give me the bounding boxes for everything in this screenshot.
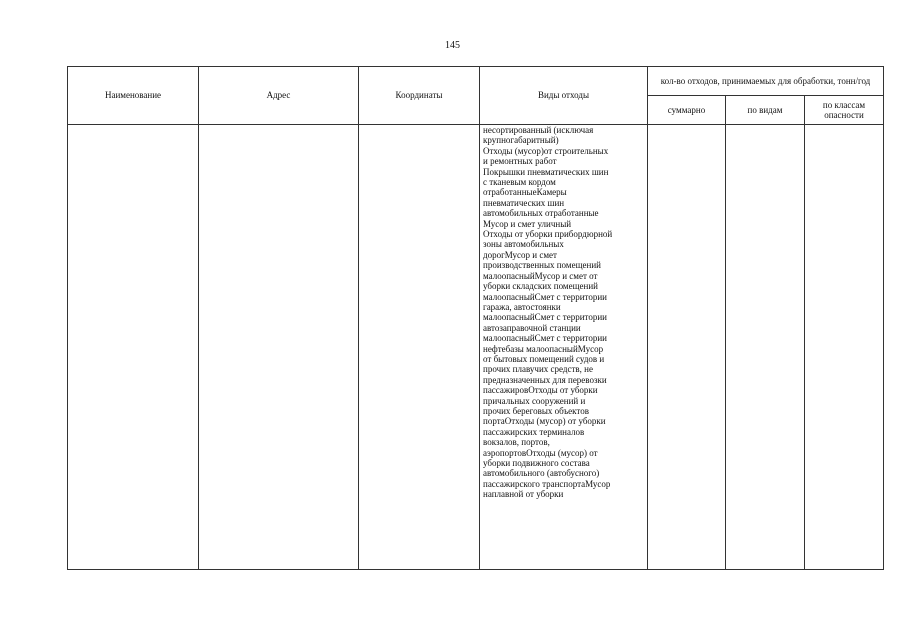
waste-type-line: производственных помещений (483, 260, 601, 271)
waste-type-line: малоопасныйСмет с территории (483, 333, 607, 344)
cell-address (199, 125, 359, 570)
header-total: суммарно (648, 96, 726, 125)
cell-name (68, 125, 199, 570)
waste-type-line: предназначенных для перевозки (483, 374, 607, 385)
waste-type-line: крупногабаритный) (483, 135, 559, 146)
cell-by-hazard-class (805, 125, 884, 570)
waste-type-line: Покрышки пневматических шин (483, 166, 609, 177)
waste-facilities-table (67, 66, 884, 570)
waste-type-line: и ремонтных работ (483, 156, 557, 167)
waste-type-line: нефтебазы малоопасныйМусор (483, 343, 604, 354)
cell-coordinates (359, 125, 480, 570)
header-address: Адрес (199, 67, 359, 125)
header-name: Наименование (68, 67, 199, 125)
waste-type-line: отработанныеКамеры (483, 187, 567, 198)
waste-type-line: с тканевым кордом (483, 177, 556, 188)
page-number: 145 (445, 40, 460, 51)
cell-by-type (726, 125, 805, 570)
waste-type-line: дорогМусор и смет (483, 249, 557, 260)
waste-type-line: портаОтходы (мусор) от уборки (483, 416, 606, 427)
waste-type-line: малоопасныйМусор и смет от (483, 270, 598, 281)
waste-type-line: пассажирских терминалов (483, 426, 585, 437)
cell-waste-types (480, 125, 648, 570)
header-by-type: по видам (726, 96, 805, 125)
waste-type-line: Отходы от уборки прибордюрной (483, 229, 613, 240)
waste-type-line: пассажировОтходы от уборки (483, 385, 598, 396)
waste-type-line: уборки подвижного состава (483, 458, 590, 468)
waste-type-line: прочих плавучих средств, не (483, 364, 593, 375)
waste-type-line: пассажирского транспортаМусор (483, 478, 611, 489)
header-waste-types: Виды отходы (480, 67, 648, 125)
waste-type-line: малоопасныйСмет с территории (483, 291, 607, 302)
waste-types-list (483, 125, 645, 500)
waste-type-line: уборки складских помещений (483, 281, 598, 292)
waste-type-line: Мусор и смет уличный (483, 218, 572, 229)
waste-type-line: аэропортовОтходы (мусор) от (483, 447, 598, 458)
waste-type-line: прочих береговых объектов (483, 405, 589, 416)
waste-type-line: наплавной от уборки (483, 489, 564, 500)
waste-type-line: автомобильного (автобусного) (483, 468, 600, 479)
cell-total (648, 125, 726, 570)
waste-type-line: Отходы (мусор)от строительных (483, 145, 609, 156)
header-coordinates: Координаты (359, 67, 480, 125)
waste-type-line: вокзалов, портов, (483, 437, 550, 448)
header-quantity-group: кол-во отходов, принимаемых для обработки, тонн/год (648, 67, 884, 96)
table-row (68, 125, 884, 570)
waste-type-line: малоопасныйСмет с территории (483, 312, 607, 323)
waste-type-line: гаража, автостоянки (483, 301, 561, 312)
waste-type-line: автомобильных отработанные (483, 208, 599, 219)
waste-type-line: причальных сооружений и (483, 395, 586, 406)
waste-type-line: от бытовых помещений судов и (483, 353, 605, 364)
waste-type-line: зоны автомобильных (483, 239, 564, 250)
header-by-hazard-class: по классам опасности (805, 96, 884, 125)
waste-type-line: автозаправочной станции (483, 322, 581, 333)
waste-type-line: пневматических шин (483, 197, 565, 208)
waste-type-line: несортированный (исключая (483, 125, 594, 135)
